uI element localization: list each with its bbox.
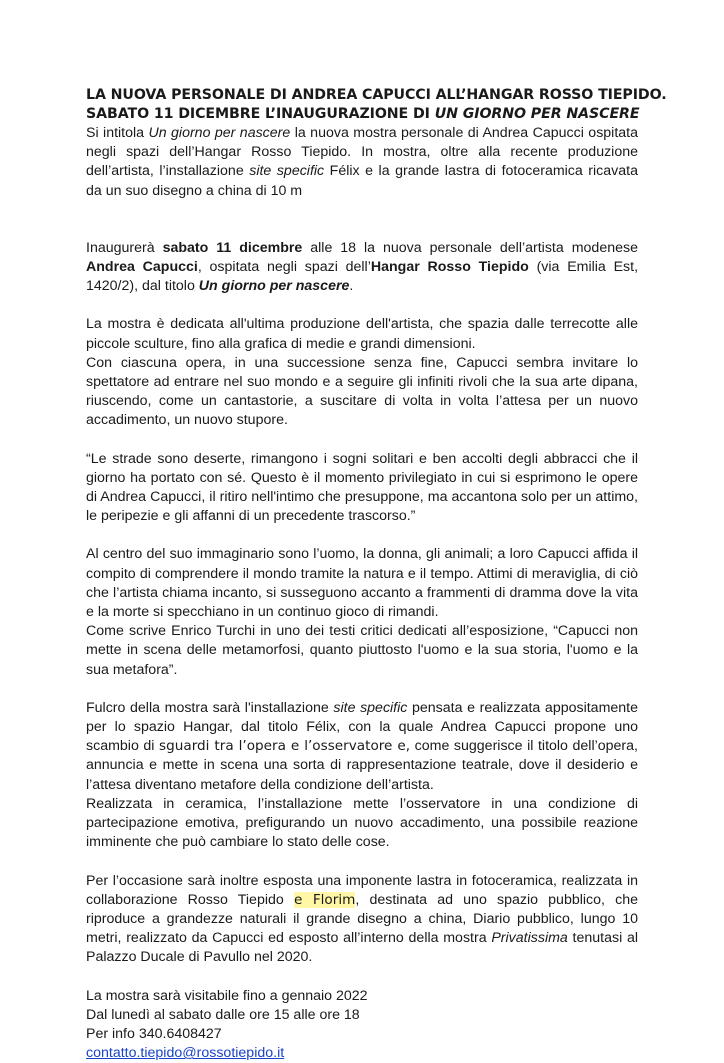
highlighted-text: e Florim bbox=[293, 891, 356, 908]
emphasis: site specific bbox=[249, 163, 325, 180]
text: tenutasi al Palazzo Ducale di Pavullo nel 2020. bbox=[86, 930, 639, 966]
email-link[interactable]: contatto.tiepido@rossotiepido.it bbox=[86, 1045, 285, 1062]
text: pensata e realizzata appositamente per lo spazio Hangar, dal titolo Félix, con la quale Andrea Capucci propone uno scambio di bbox=[86, 699, 638, 755]
text: la nuova mostra personale di Andrea Capucci ospitata negli spazi dell’Hangar Rosso Tiepido. In mostra, oltre alla recente produzione dell’artista, l’installazione bbox=[86, 125, 638, 180]
visit-dates: La mostra sarà visitabile fino a gennaio 2022 bbox=[86, 987, 368, 1004]
headline-exhibition-title: UN GIORNO PER NASCERE bbox=[434, 106, 640, 122]
description-paragraph-2: Con ciascuna opera, in una successione senza fine, Capucci sembra invitare lo spettatore ad entrare nel suo mondo e a seguire gli infiniti rivoli che la sua arte dipana, riuscendo, come un cantastorie, a suscitare di volta in volta l’attesa per un nuovo accadimento, un nuovo stupore. bbox=[86, 354, 638, 429]
intro-paragraph bbox=[86, 124, 638, 201]
text: . bbox=[349, 278, 354, 295]
exhibition-title: Privatissima bbox=[491, 930, 568, 947]
text: Félix e la grande lastra di fotoceramica ricavata da un suo disegno a china di 10 m bbox=[86, 163, 638, 199]
emphasis: site specific bbox=[333, 699, 408, 716]
text: sguardi tra l’opera e l’osservatore e, bbox=[159, 738, 411, 755]
text: , ospitata negli spazi dell’ bbox=[197, 259, 371, 276]
quote-paragraph: “Le strade sono deserte, rimangono i sogni solitari e ben accolti degli abbracci che il giorno ha portato con sé. Questo è il momento privilegiato in cui si esprimono le opere di Andrea Capucci, il ritiro nell'intimo che presuppone, ma accantona solo per un attimo, le peripezie e gli affanni di un precedente trascorso.” bbox=[86, 450, 638, 525]
article-body bbox=[86, 124, 638, 1063]
ceramic-paragraph: Realizzata in ceramica, l’installazione mette l’osservatore in una condizione di partecipazione emotiva, prefigurando un nuovo accadimento, una possibile reazione imminente che può cambiare lo stato delle cose. bbox=[86, 795, 638, 851]
text: Per l’occasione sarà inoltre esposta una imponente lastra in fotoceramica, realizzata in collaborazione Rosso Tiepido bbox=[86, 872, 638, 908]
exhibition-title: Un giorno per nascere bbox=[148, 125, 291, 141]
opening-paragraph bbox=[86, 239, 638, 297]
artist-name: Andrea Capucci bbox=[86, 259, 198, 276]
critic-paragraph: Come scrive Enrico Turchi in uno dei testi critici dedicati all’esposizione, “Capucci non mette in scena delle metamorfosi, quanto piuttosto l'uomo e la sua storia, l'uomo e la sua metafora”. bbox=[86, 623, 638, 678]
exhibition-title: Un giorno per nascere bbox=[198, 278, 350, 295]
headline-line-2 bbox=[86, 105, 716, 123]
description-paragraph: La mostra è dedicata all'ultima produzione dell'artista, che spazia dalle terrecotte alle piccole sculture, fino alla grafica di medie e grandi dimensioni. bbox=[86, 316, 638, 352]
text: Si intitola bbox=[86, 125, 149, 141]
text: Inaugurerà bbox=[86, 239, 163, 256]
text: Fulcro della mostra sarà l'installazione bbox=[86, 699, 334, 716]
text: , destinata ad uno spazio pubblico, che riproduce a grandezze naturali il grande disegno a china, Diario pubblico, lungo 10 metri, realizzato da Capucci ed esposto all’interno della mostra bbox=[86, 891, 638, 947]
headline-line-2-text: SABATO 11 DICEMBRE L’INAUGURAZIONE DI bbox=[86, 106, 435, 122]
info-block bbox=[86, 987, 638, 1063]
opening-hours: Dal lunedì al sabato dalle ore 15 alle ore 18 bbox=[86, 1006, 360, 1023]
installation-paragraph bbox=[86, 699, 638, 795]
info-phone: Per info 340.6408427 bbox=[86, 1025, 222, 1042]
themes-paragraph: Al centro del suo immaginario sono l’uomo, la donna, gli animali; a loro Capucci affida il compito di comprendere il mondo tramite la natura e il tempo. Attimi di meraviglia, di ciò che l’artista chiama incanto, si susseguono accanto a frammenti di dramma dove la vita e la morte si specchiano in un continuo gioco di rimandi. bbox=[86, 546, 638, 621]
text: come suggerisce il titolo dell’opera, annuncia e mette in scena una sorta di rappresentazione teatrale, dove il desiderio e l’attesa diventano metafore della condizione dell’artista. bbox=[86, 738, 638, 793]
venue-name: Hangar Rosso Tiepido bbox=[370, 259, 529, 276]
date: sabato 11 dicembre bbox=[162, 239, 303, 256]
photoceramic-paragraph bbox=[86, 872, 638, 968]
headline-line-1: LA NUOVA PERSONALE DI ANDREA CAPUCCI ALL’HANGAR ROSSO TIEPIDO. bbox=[86, 87, 667, 103]
text: alle 18 la nuova personale dell’artista modenese bbox=[302, 239, 638, 256]
text: (via Emilia Est, 1420/2), dal titolo bbox=[86, 259, 639, 295]
